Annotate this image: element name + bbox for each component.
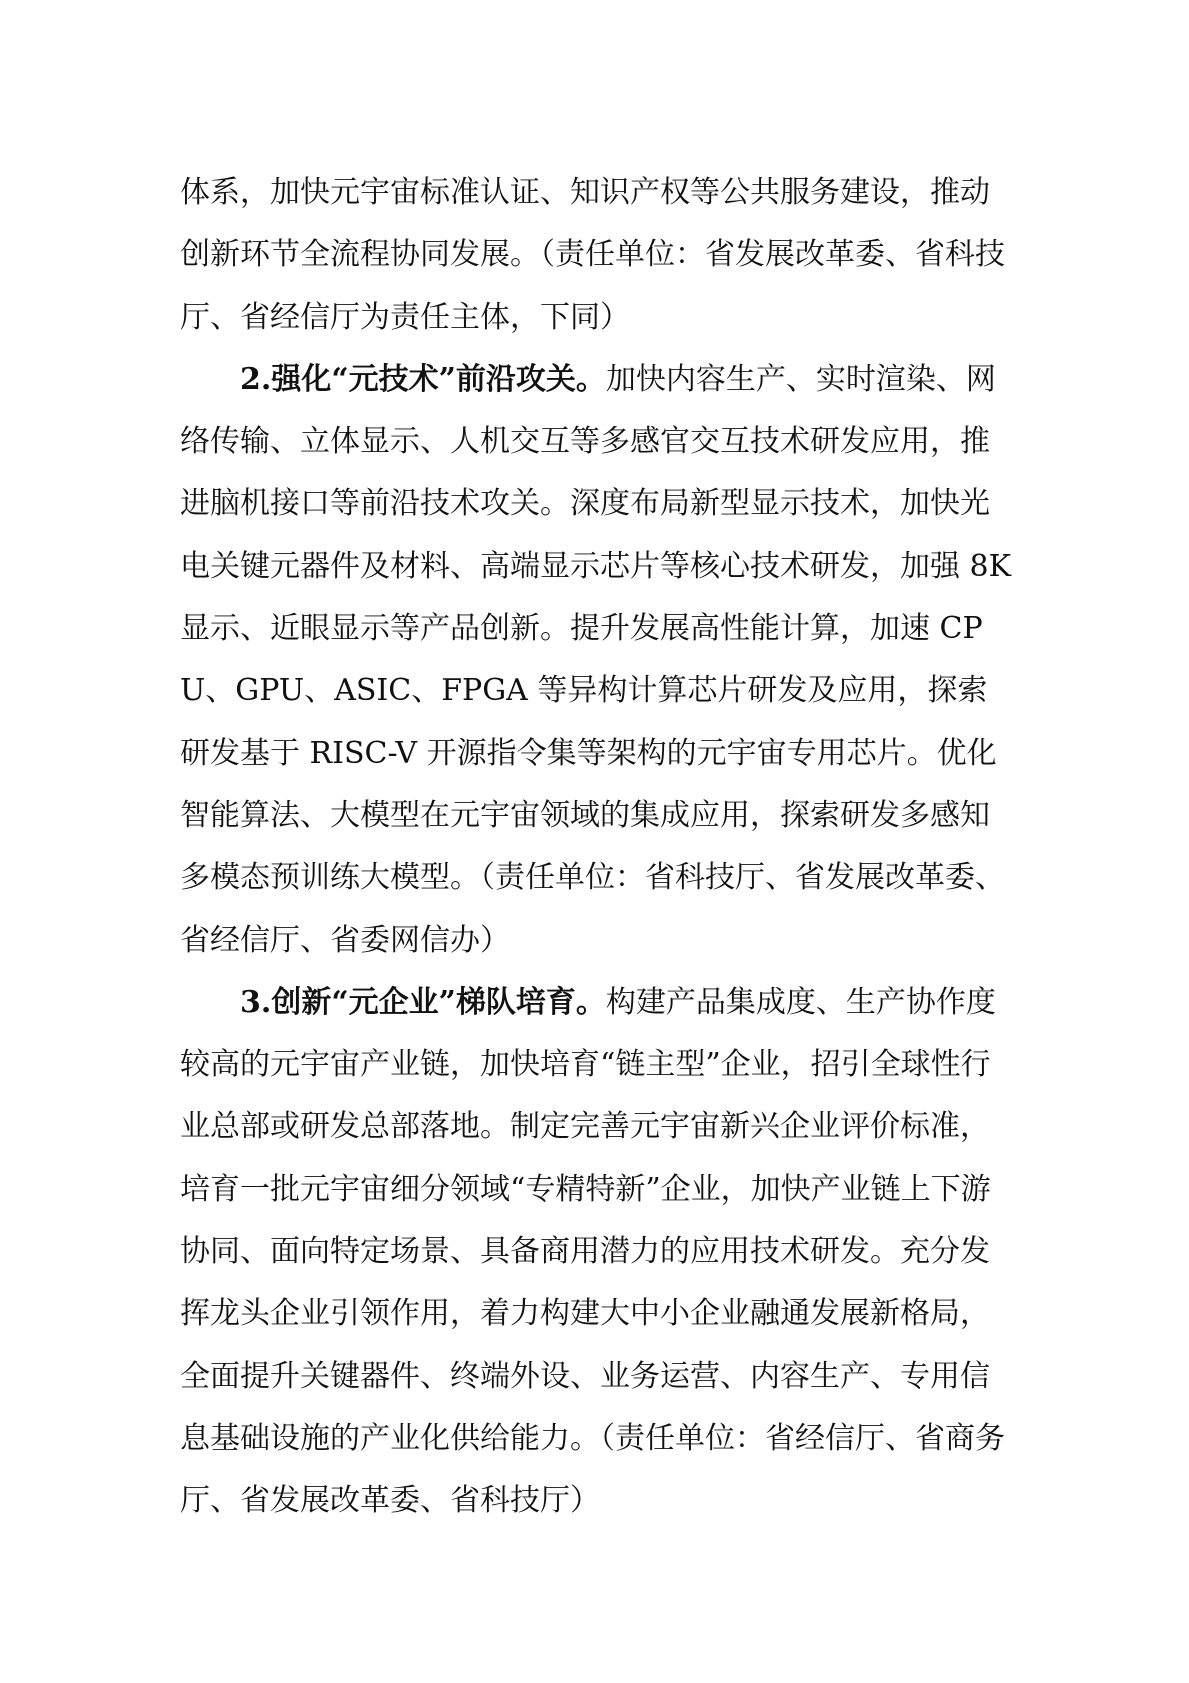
- paragraph-2-text: 加快内容生产、实时渲染、网络传输、立体显示、人机交互等多感官交互技术研发应用，推进脑机接口等前沿技术攻关。深度布局新型显示技术，加快光电关键元器件及材料、高端显示芯片等核心技术研发，加强 8K 显示、近眼显示等产品创新。提升发展高性能计算，加速 CPU、GPU、ASIC、FPGA 等异构计算芯片研发及应用，探索研发基于 RISC-V 开源指令集等架构的元宇宙专用芯片。优化智能算法、大模型在元宇宙领域的集成应用，探索研发多感知多模态预训练大模型。（责任单位：省科技厅、省发展改革委、省经信厅、省委网信办）: [180, 361, 1012, 958]
- paragraph-3-text: 构建产品集成度、生产协作度较高的元宇宙产业链，加快培育“链主型”企业，招引全球性行业总部或研发总部落地。制定完善元宇宙新兴企业评价标准，培育一批元宇宙细分领域“专精特新”企业，加快产业链上下游协同、面向特定场景、具备商用潜力的应用技术研发。充分发挥龙头企业引领作用，着力构建大中小企业融通发展新格局，全面提升关键器件、终端外设、业务运营、内容生产、专用信息基础设施的产业化供给能力。（责任单位：省经信厅、省商务厅、省发展改革委、省科技厅）: [180, 984, 1005, 1519]
- paragraph-1-text: 体系，加快元宇宙标准认证、知识产权等公共服务建设，推动创新环节全流程协同发展。（责任单位：省发展改革委、省科技厅、省经信厅为责任主体，下同）: [180, 175, 1005, 335]
- paragraph-3: [180, 972, 1015, 1533]
- paragraph-1: [180, 162, 1015, 349]
- paragraph-2-heading: 2.强化“元技术”前沿攻关。: [240, 361, 606, 397]
- paragraph-2: [180, 349, 1015, 972]
- paragraph-3-heading: 3.创新“元企业”梯队培育。: [240, 984, 606, 1020]
- document-body: [180, 162, 1015, 1533]
